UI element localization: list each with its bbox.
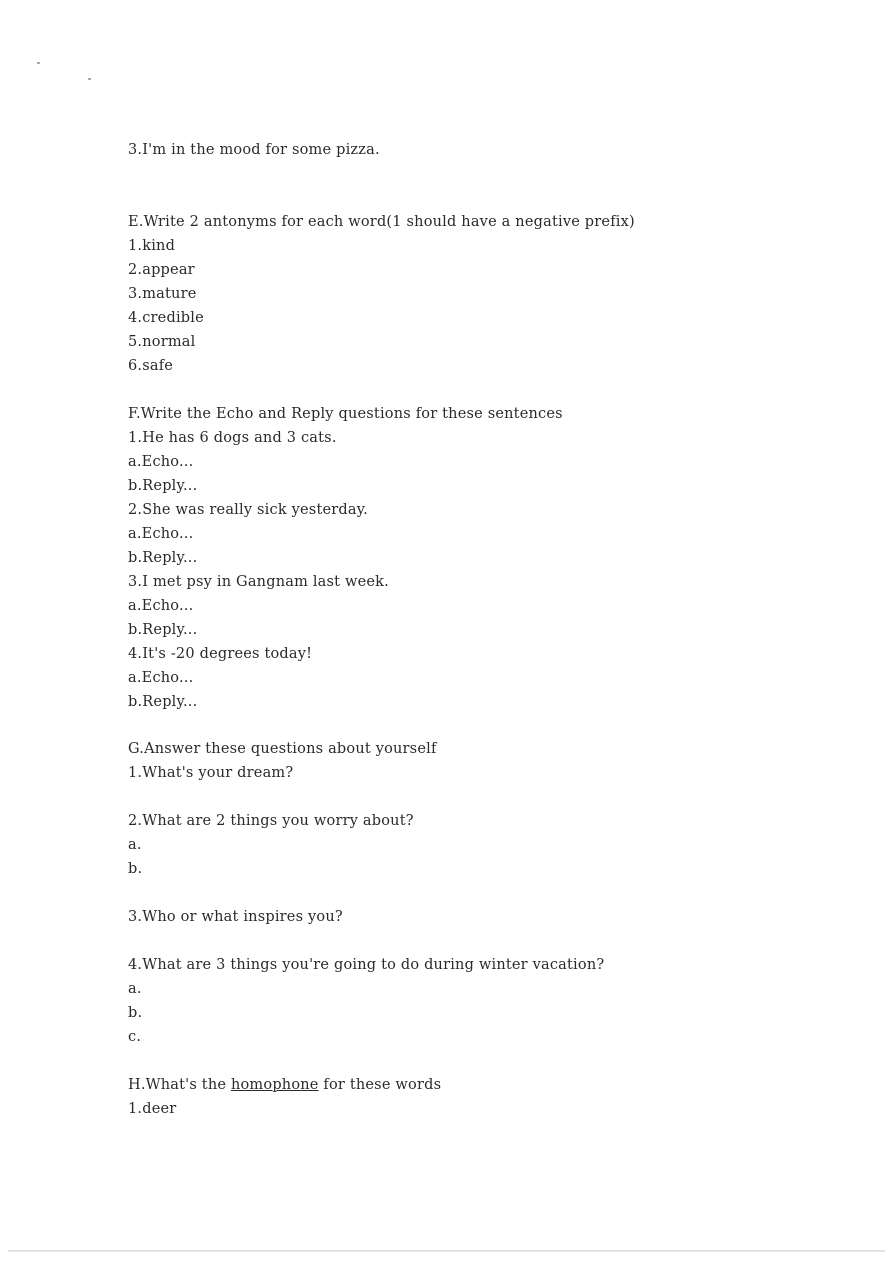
section-g-item-4-c: c. (128, 1029, 142, 1045)
section-e-item-3: 3.mature (128, 286, 197, 302)
section-f-item-3-echo: a.Echo... (128, 598, 194, 614)
section-e-item-2: 2.appear (128, 262, 195, 278)
section-f-item-1-echo: a.Echo... (128, 454, 194, 470)
section-g-item-3: 3.Who or what inspires you? (128, 909, 343, 925)
homophone-underlined-word: homophone (230, 1077, 319, 1093)
scan-speck (37, 62, 40, 64)
section-g-item-4-b: b. (128, 1005, 143, 1021)
section-h-item-1: 1.deer (128, 1101, 177, 1117)
section-e-item-6: 6.safe (128, 358, 174, 374)
section-f-item-4-echo: a.Echo... (128, 670, 194, 686)
section-g-item-2-a: a. (128, 837, 142, 853)
section-f-item-3-reply: b.Reply... (128, 622, 198, 638)
section-g-item-4: 4.What are 3 things you're going to do during winter vacation? (128, 957, 605, 973)
section-f-item-2-reply: b.Reply... (128, 550, 198, 566)
section-f-item-4-reply: b.Reply... (128, 694, 198, 710)
section-f-item-2: 2.She was really sick yesterday. (128, 502, 368, 518)
section-e-item-5: 5.normal (128, 334, 196, 350)
section-e-item-1: 1.kind (128, 238, 176, 254)
section-g-item-2-b: b. (128, 861, 143, 877)
section-f-heading: F.Write the Echo and Reply questions for these sentences (128, 406, 563, 422)
section-g-item-4-a: a. (128, 981, 142, 997)
section-h-heading-suffix: for these words (318, 1077, 442, 1093)
section-h-heading-prefix: H.What's the (128, 1077, 231, 1093)
section-f-item-1: 1.He has 6 dogs and 3 cats. (128, 430, 337, 446)
section-f-item-3: 3.I met psy in Gangnam last week. (128, 574, 389, 590)
section-f-item-4: 4.It's -20 degrees today! (128, 646, 313, 662)
section-g-item-2: 2.What are 2 things you worry about? (128, 813, 414, 829)
section-f-item-1-reply: b.Reply... (128, 478, 198, 494)
scan-speck (88, 78, 91, 80)
section-d-item-3: 3.I'm in the mood for some pizza. (128, 142, 380, 158)
section-e-item-4: 4.credible (128, 310, 204, 326)
section-h-heading (128, 1076, 441, 1094)
section-g-item-1: 1.What's your dream? (128, 765, 294, 781)
section-f-item-2-echo: a.Echo... (128, 526, 194, 542)
page-bottom-edge (8, 1250, 885, 1252)
section-g-heading: G.Answer these questions about yourself (128, 741, 437, 757)
section-e-heading: E.Write 2 antonyms for each word(1 should have a negative prefix) (128, 214, 635, 230)
